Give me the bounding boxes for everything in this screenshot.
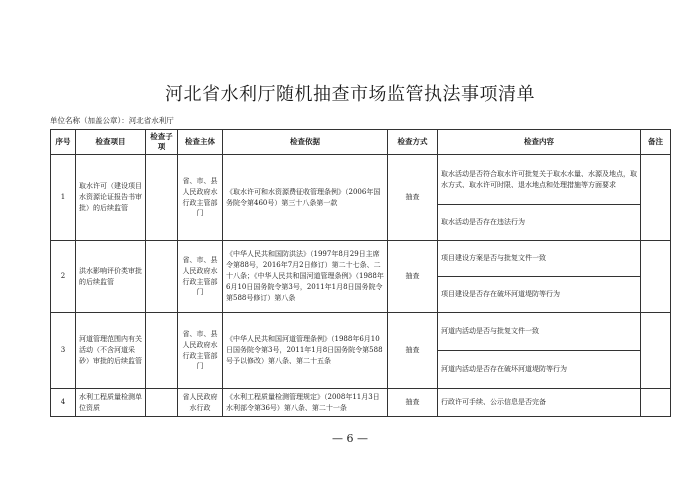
header-no: 序号 [51, 130, 76, 155]
table-header-row [51, 130, 671, 155]
header-content: 检查内容 [438, 130, 641, 155]
row-no: 2 [51, 241, 76, 313]
row-no: 3 [51, 313, 76, 389]
unit-name-line: 单位名称（加盖公章）：河北省水利厅 [50, 116, 174, 125]
row-item: 河道管理范围内有关活动（不含河道采砂）审批的后续监管 [76, 313, 146, 389]
row-subject: 省人民政府水行政 [178, 389, 223, 417]
row-basis: 《中华人民共和国防洪法》（1997年8月29日主席令第88号，2016年7月2日修订）第二十七条、二十八条；《中华人民共和国河道管理条例》（1988年6月10日国务院令第3号，2011年1月8日国务院令第588号修订）第八条 [223, 241, 388, 313]
row-content: 项目建设是否存在破坏河道堤防等行为 [438, 277, 641, 313]
header-sub: 检查子项 [146, 130, 178, 155]
inspection-table [50, 129, 671, 417]
table-row [51, 313, 671, 351]
row-item: 洪水影响评价类审批的后续监管 [76, 241, 146, 313]
row-content: 河道内活动是否与批复文件一致 [438, 313, 641, 351]
row-basis: 《水利工程质量检测管理规定》（2008年11月3日水利部令第36号）第八条、第二十一条 [223, 389, 388, 417]
row-item: 取水许可（建设项目水资源论证报告书审批）的后续监管 [76, 155, 146, 241]
row-sub [146, 389, 178, 417]
row-no: 1 [51, 155, 76, 241]
row-content: 取水活动是否存在违法行为 [438, 205, 641, 241]
row-method: 抽查 [388, 313, 438, 389]
row-note [641, 241, 671, 313]
row-method: 抽查 [388, 241, 438, 313]
header-method: 检查方式 [388, 130, 438, 155]
table-row [51, 155, 671, 205]
row-basis: 《中华人民共和国河道管理条例》（1988年6月10日国务院令第3号，2011年1月8日国务院令第588号予以修改）第八条、第二十五条 [223, 313, 388, 389]
row-sub [146, 241, 178, 313]
row-subject: 省、市、县人民政府水行政主管部门 [178, 155, 223, 241]
row-subject: 省、市、县人民政府水行政主管部门 [178, 313, 223, 389]
header-subject: 检查主体 [178, 130, 223, 155]
header-note: 备注 [641, 130, 671, 155]
table-row [51, 389, 671, 417]
row-sub [146, 155, 178, 241]
page-number: — 6 — [332, 432, 368, 445]
row-content: 行政许可手续、公示信息是否完备 [438, 389, 641, 417]
header-basis: 检查依据 [223, 130, 388, 155]
row-content: 项目建设方案是否与批复文件一致 [438, 241, 641, 277]
row-method: 抽查 [388, 155, 438, 241]
row-note [641, 155, 671, 241]
header-item: 检查项目 [76, 130, 146, 155]
row-no: 4 [51, 389, 76, 417]
row-sub [146, 313, 178, 389]
table-row [51, 241, 671, 277]
row-item: 水利工程质量检测单位资质 [76, 389, 146, 417]
row-content: 取水活动是否符合取水许可批复关于取水水量、水源及地点，取水方式、取水许可时限、退水地点和处理措施等方面要求 [438, 155, 641, 205]
document-title: 河北省水利厅随机抽查市场监管执法事项清单 [165, 84, 535, 105]
row-subject: 省、市、县人民政府水行政主管部门 [178, 241, 223, 313]
row-method: 抽查 [388, 389, 438, 417]
row-content: 河道内活动是否存在破坏河道堤防等行为 [438, 351, 641, 389]
row-note [641, 313, 671, 389]
row-note [641, 389, 671, 417]
row-basis: 《取水许可和水资源费征收管理条例》（2006年国务院令第460号）第三十八条第一款 [223, 155, 388, 241]
